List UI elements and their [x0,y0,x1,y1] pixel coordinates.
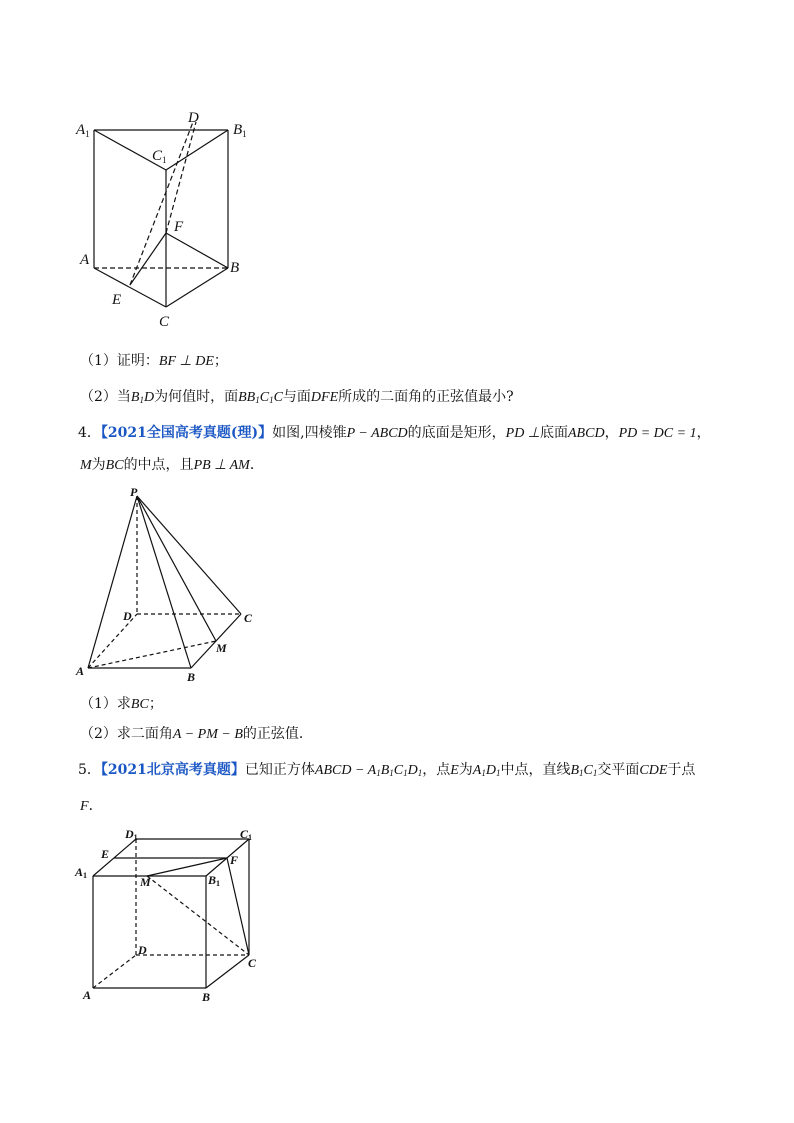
label-A1: $A_1$ [76,122,90,139]
label-F: F [230,853,239,867]
pyramid-figure [70,484,270,684]
label-A1: A1 [75,865,88,880]
label-A: A [83,988,92,1002]
label-E: E [112,292,122,308]
label-C1: C1 [240,827,253,842]
label-M: M [140,875,151,889]
q5-statement-line1: 5．【2021北京高考真题】已知正方体ABCD − $A_1B_1C_1D_1$，点E为$A_1D_1$中点，直线$B_1C_1$交平面CDE于点 [78,762,696,778]
label-A: A [80,252,90,268]
q5-source: 2021北京高考真题 [107,762,231,778]
label-C: C [244,611,253,625]
label-B1: B1 [208,873,221,888]
label-C: C [159,314,170,330]
label-C: C [248,956,257,970]
label-B: B [187,670,196,684]
label-A: A [76,664,85,678]
label-D: D [123,609,132,623]
label-D: D [138,943,147,957]
label-D1: D1 [125,827,138,842]
label-F: F [174,219,184,235]
q3-part1: （1）证明：BF ⊥ DE； [80,353,228,369]
q4-part2: （2）求二面角A − PM − B的正弦值． [80,726,313,742]
prism-figure [70,100,270,340]
label-B1: $B_1$ [233,122,247,139]
label-D: D [188,110,199,126]
label-B: B [230,260,240,276]
q4-part1: （1）求BC； [80,696,163,712]
q5-statement-line2: F． [80,798,103,814]
q4-source: 2021全国高考真题(理) [107,425,259,441]
q4-statement-line1: 4．【2021全国高考真题(理)】如图,四棱锥P − ABCD的底面是矩形，PD ⊥底面ABCD，PD = DC = 1， [78,425,711,441]
q3-part2: （2）当$B_1D$为何值时，面$BB_1C_1C$与面DFE所成的二面角的正弦值最小? [80,389,514,405]
q4-statement-line2: M为BC的中点，且PB ⊥ AM． [80,457,264,473]
label-B: B [202,990,211,1004]
label-P: P [130,485,138,499]
label-C1: $C_1$ [152,148,167,165]
cube-figure [70,826,270,1006]
label-E: E [101,847,110,861]
label-M: M [216,641,227,655]
